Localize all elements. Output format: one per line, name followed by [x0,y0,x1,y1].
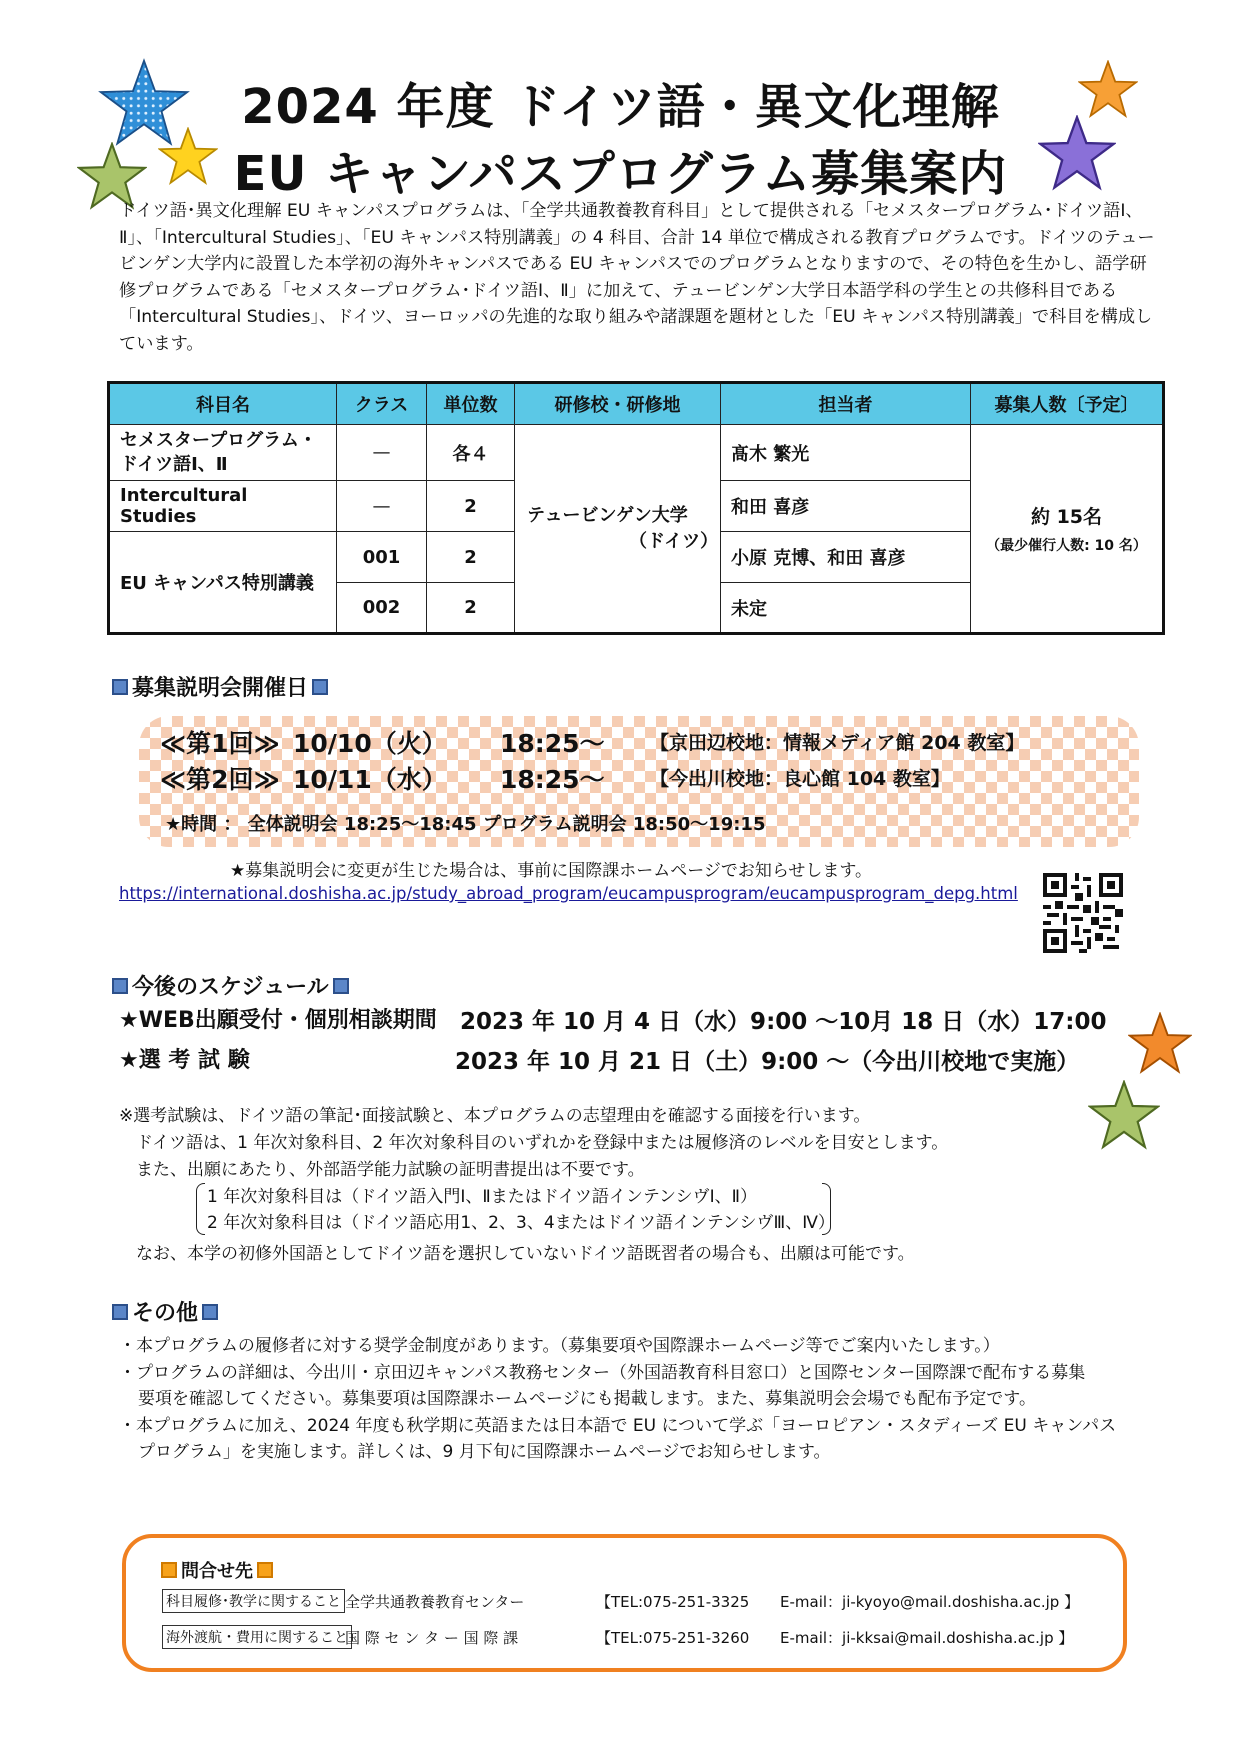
qr-code-icon[interactable] [1043,873,1123,953]
schedule-heading-text: 今後のスケジュール [132,975,329,1000]
schedule-note: ※選考試験は、ドイツ語の筆記･面接試験と、本プログラムの志望理由を確認する面接を行います。 [119,1106,871,1126]
teacher-cell: 小原 克博、和田 喜彦 [721,532,971,583]
bracket-left [196,1183,205,1235]
session-1-time: 18:25～ [500,729,605,758]
table-header: 科目名 [109,383,337,425]
location-cell [515,425,721,634]
info-session-heading [112,671,328,702]
table-header: 研修校・研修地 [515,383,721,425]
subject-cell: EU キャンパス特別講義 [109,532,337,634]
star-icon [1128,1012,1192,1076]
teacher-cell: 未定 [721,583,971,634]
intro-paragraph: ドイツ語･異文化理解 EU キャンパスプログラムは、「全学共通教養教育科目」として提供される「セメスタープログラム･ドイツ語Ⅰ、Ⅱ」、「Intercultural Studies」、「EU キャンパス特別講義」の 4 科目、合計 14 単位で構成される教育プログラムです。ドイツのテュービンゲン大学内に設置した本学初の海外キャンパスである EU キャンパスでのプログラムとなりますので、その特色を生かし、語学研修プログラムである「セメスタープログラム･ドイツ語Ⅰ、Ⅱ」に加えて、テュービンゲン大学日本語学科の学生との共修科目である「Intercultural Studies」、ドイツ、ヨーロッパの先進的な取り組みや諸課題を題材とした「EU キャンパス特別講義」で科目を構成しています。 [119,201,1155,354]
contact-email[interactable]: E-mail：ji-kksai@mail.doshisha.ac.jp 】 [780,1629,1074,1647]
contact-label: 科目履修･教学に関すること [162,1589,345,1613]
session-2-date: 10/11（水） [293,765,447,794]
other-heading-text: その他 [132,1301,199,1326]
capacity-cell [971,425,1164,634]
schedule-note: 1 年次対象科目は（ドイツ語入門Ⅰ、Ⅱまたはドイツ語インテンシヴⅠ、Ⅱ） [207,1187,758,1207]
schedule-value: 2023 年 10 月 4 日（水）9:00 ～10月 18 日（水）17:00 [460,1009,1107,1035]
contact-email[interactable]: E-mail：ji-kyoyo@mail.doshisha.ac.jp 】 [780,1593,1080,1611]
other-line: ・本プログラムに加え、2024 年度も秋学期に英語または日本語で EU について学ぶ「ヨーロピアン・スタディーズ EU キャンパス [119,1416,1117,1436]
page-title-line1: 2024 年度 ドイツ語・異文化理解 [241,79,1000,135]
schedule-heading [112,970,349,1001]
teacher-cell: 和田 喜彦 [721,481,971,532]
table-row [109,425,1164,481]
table-header: クラス [337,383,427,425]
contact-tel: 【TEL:075-251-3260 [596,1629,750,1647]
bracket-right [822,1183,831,1235]
schedule-label: ★選 考 試 験 [119,1048,250,1073]
course-table [107,381,1165,635]
page-title-line2: EU キャンパスプログラム募集案内 [233,146,1008,202]
other-line: プログラム」を実施します。詳しくは、9 月下旬に国際課ホームページでお知らせします。 [138,1442,831,1462]
session-1-date: 10/10（火） [293,729,447,758]
session-2-time: 18:25～ [500,765,605,794]
table-header: 単位数 [427,383,515,425]
square-bullet-icon [112,978,128,994]
session-2-label: ≪第2回≫ [160,765,280,794]
other-line: 要項を確認してください。募集要項は国際課ホームページにも掲載します。また、募集説明会会場でも配布予定です。 [138,1389,1036,1409]
class-cell: — [337,425,427,481]
session-1-label: ≪第1回≫ [160,729,280,758]
square-bullet-icon [112,679,128,695]
square-bullet-icon [202,1304,218,1320]
square-bullet-icon [112,1304,128,1320]
capacity-note: （最少催行人数: 10 名） [986,538,1147,554]
contact-tel: 【TEL:075-251-3325 [596,1593,750,1611]
credits-cell: 各４ [427,425,515,481]
square-bullet-icon [257,1562,273,1578]
schedule-note: ドイツ語は、1 年次対象科目、2 年次対象科目のいずれかを登録中または履修済のレベルを目安とします。 [136,1133,949,1153]
square-bullet-icon [312,679,328,695]
class-cell: 001 [337,532,427,583]
credits-cell: 2 [427,583,515,634]
contact-heading [161,1557,273,1583]
schedule-note: なお、本学の初修外国語としてドイツ語を選択していないドイツ語既習者の場合も、出願は可能です。 [136,1244,915,1264]
other-heading [112,1296,218,1327]
info-session-heading-text: 募集説明会開催日 [132,676,309,701]
contact-heading-text: 問合せ先 [181,1561,253,1582]
teacher-cell: 髙木 繁光 [721,425,971,481]
session-2-place: 【今出川校地：良心館 104 教室】 [650,768,950,790]
table-header: 募集人数〔予定〕 [971,383,1164,425]
class-cell: 002 [337,583,427,634]
credits-cell: 2 [427,481,515,532]
change-note: ★募集説明会に変更が生じた場合は、事前に国際課ホームページでお知らせします。 [230,861,873,881]
capacity-value: 約 15名 [1030,506,1103,528]
contact-org: 国 際 セ ン タ ー 国 際 課 [345,1629,519,1647]
schedule-label: ★WEB出願受付・個別相談期間 [119,1008,437,1033]
program-url-link[interactable]: https://international.doshisha.ac.jp/study_abroad_program/eucampusprogram/eucampusprogram_depg.html [119,884,1018,903]
other-line: ・本プログラムの履修者に対する奨学金制度があります。（募集要項や国際課ホームページ等でご案内いたします。） [119,1336,1000,1356]
table-header: 担当者 [721,383,971,425]
square-bullet-icon [161,1562,177,1578]
schedule-note: また、出願にあたり、外部語学能力試験の証明書提出は不要です。 [136,1160,645,1180]
other-line: ・プログラムの詳細は、今出川・京田辺キャンパス教務センター（外国語教育科目窓口）と国際センター国際課で配布する募集 [119,1363,1086,1383]
square-bullet-icon [333,978,349,994]
schedule-note: 2 年次対象科目は（ドイツ語応用1、2、3、4またはドイツ語インテンシヴⅢ、Ⅳ） [207,1213,835,1233]
session-1-place: 【京田辺校地：情報メディア館 204 教室】 [650,732,1025,754]
location-line1: テュービンゲン大学 [527,504,688,526]
star-icon [1088,1080,1160,1152]
credits-cell: 2 [427,532,515,583]
subject-cell: セメスタープログラム・ドイツ語Ⅰ、Ⅱ [109,425,337,481]
class-cell: — [337,481,427,532]
location-line2: （ドイツ） [629,530,719,552]
schedule-value: 2023 年 10 月 21 日（土）9:00 ～（今出川校地で実施） [455,1049,1080,1075]
subject-cell: Intercultural Studies [109,481,337,532]
session-time-detail: ★時間 ： 全体説明会 18:25～18:45 プログラム説明会 18:50～19:15 [165,814,766,835]
contact-label: 海外渡航・費用に関すること [162,1625,352,1649]
contact-org: 全学共通教養教育センター [345,1593,525,1611]
